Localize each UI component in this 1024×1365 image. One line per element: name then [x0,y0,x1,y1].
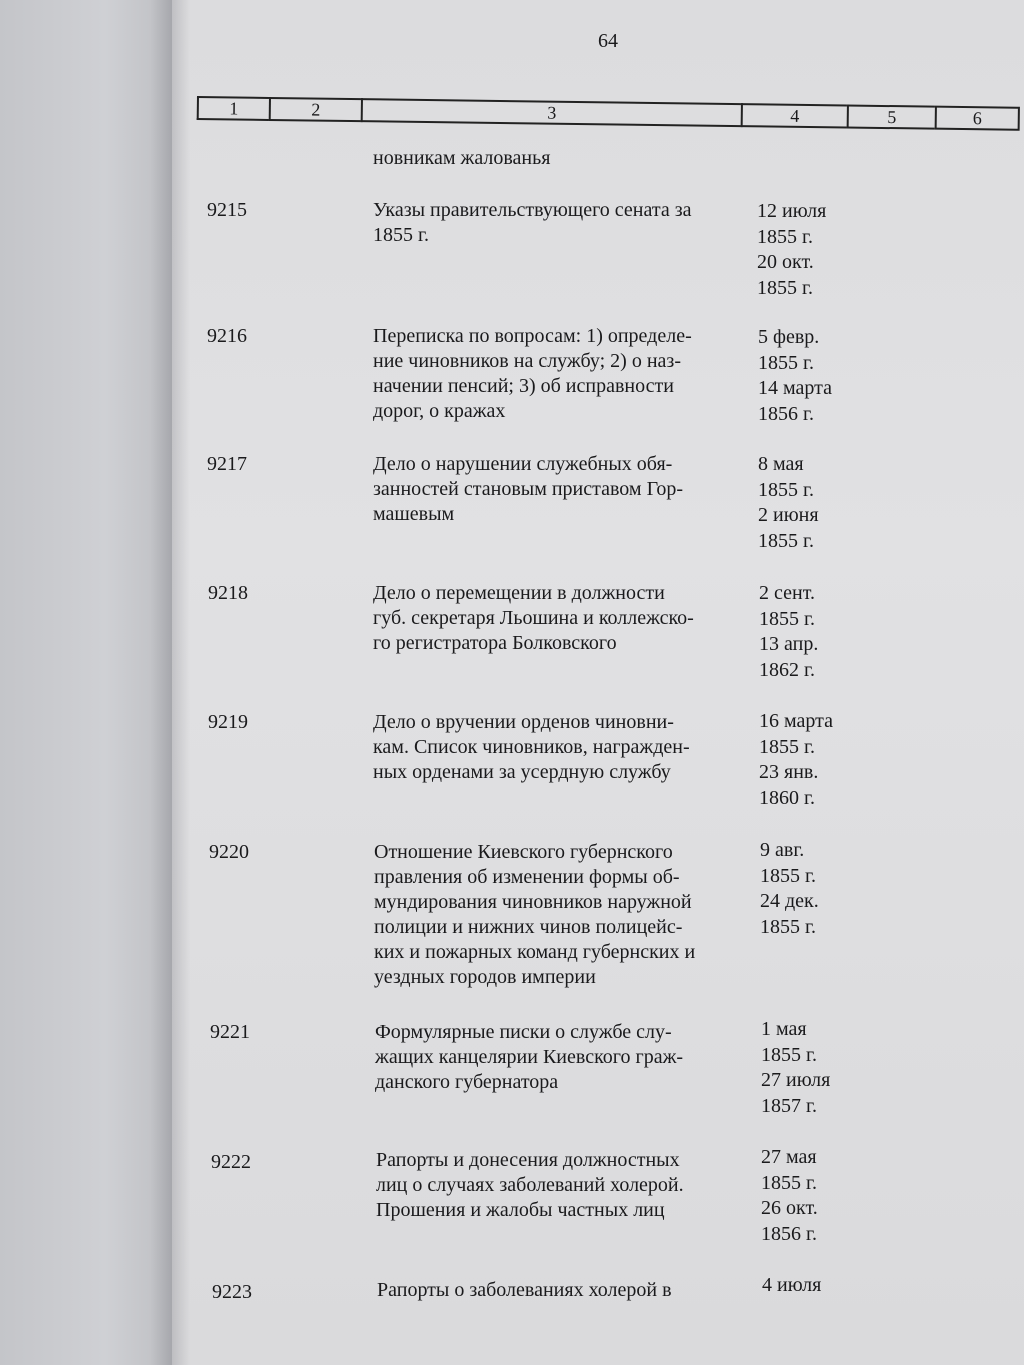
case-dates: 4 июля [762,1274,822,1296]
case-number: 9217 [207,453,247,475]
case-dates: 5 февр. 1855 г. 14 марта 1856 г. [758,326,832,425]
case-description: Отношение Киевского губернского правления об изменении формы об- мундирования чиновников наружной полиции и нижних чинов полицейс- ких и пожарных команд губернских и уездных городов империи [374,841,696,988]
case-number: 9223 [212,1281,252,1303]
case-dates: 12 июля 1855 г. 20 окт. 1855 г. [757,200,827,299]
case-description: Рапорты о заболеваниях холерой в [377,1279,672,1301]
book-gutter [150,0,190,1365]
case-dates: 16 марта 1855 г. 23 янв. 1860 г. [759,710,833,809]
case-description: Дело о перемещении в должности губ. секретаря Льошина и коллежско- го регистратора Болковского [373,582,694,654]
case-number: 9222 [211,1151,251,1173]
case-description: Переписка по вопросам: 1) определе- ние чиновников на службу; 2) о наз- начении пенсий; 3) об исправности дорог, о кражах [373,325,692,422]
case-description: Формулярные писки о службе слу- жащих канцелярии Киевского граж- данского губернатора [375,1021,684,1093]
case-number: 9216 [207,325,247,347]
page-number: 64 [598,30,618,52]
case-number: 9215 [207,199,247,221]
case-dates: 27 мая 1855 г. 26 окт. 1856 г. [761,1146,818,1245]
case-number: 9220 [209,841,249,863]
case-description: Дело о вручении орденов чиновни- кам. Список чиновников, награжден- ных орденами за усердную службу [373,711,690,783]
case-number: 9221 [210,1021,250,1043]
case-dates: 2 сент. 1855 г. 13 апр. 1862 г. [759,582,819,681]
facing-page-edge [0,0,175,1365]
column-header-2: 2 [269,97,361,122]
case-description: Дело о нарушении служебных обя- занностей становым приставом Гор- машевым [373,453,684,525]
column-header-6: 6 [935,106,1020,131]
column-header-3: 3 [361,98,741,127]
case-dates: 1 мая 1855 г. 27 июля 1857 г. [761,1018,831,1117]
case-dates: 8 мая 1855 г. 2 июня 1855 г. [758,453,819,552]
case-number: 9219 [208,711,248,733]
column-header-4: 4 [741,103,847,128]
case-number: 9218 [208,582,248,604]
column-header-5: 5 [847,105,935,130]
case-description: Рапорты и донесения должностных лиц о случаях заболеваний холерой. Прошения и жалобы частных лиц [376,1149,684,1221]
continuation-text: новникам жалованья [373,147,551,169]
case-description: Указы правительствующего сената за 1855 г. [373,199,692,246]
case-dates: 9 авг. 1855 г. 24 дек. 1855 г. [760,839,819,938]
column-header-1: 1 [197,96,269,121]
